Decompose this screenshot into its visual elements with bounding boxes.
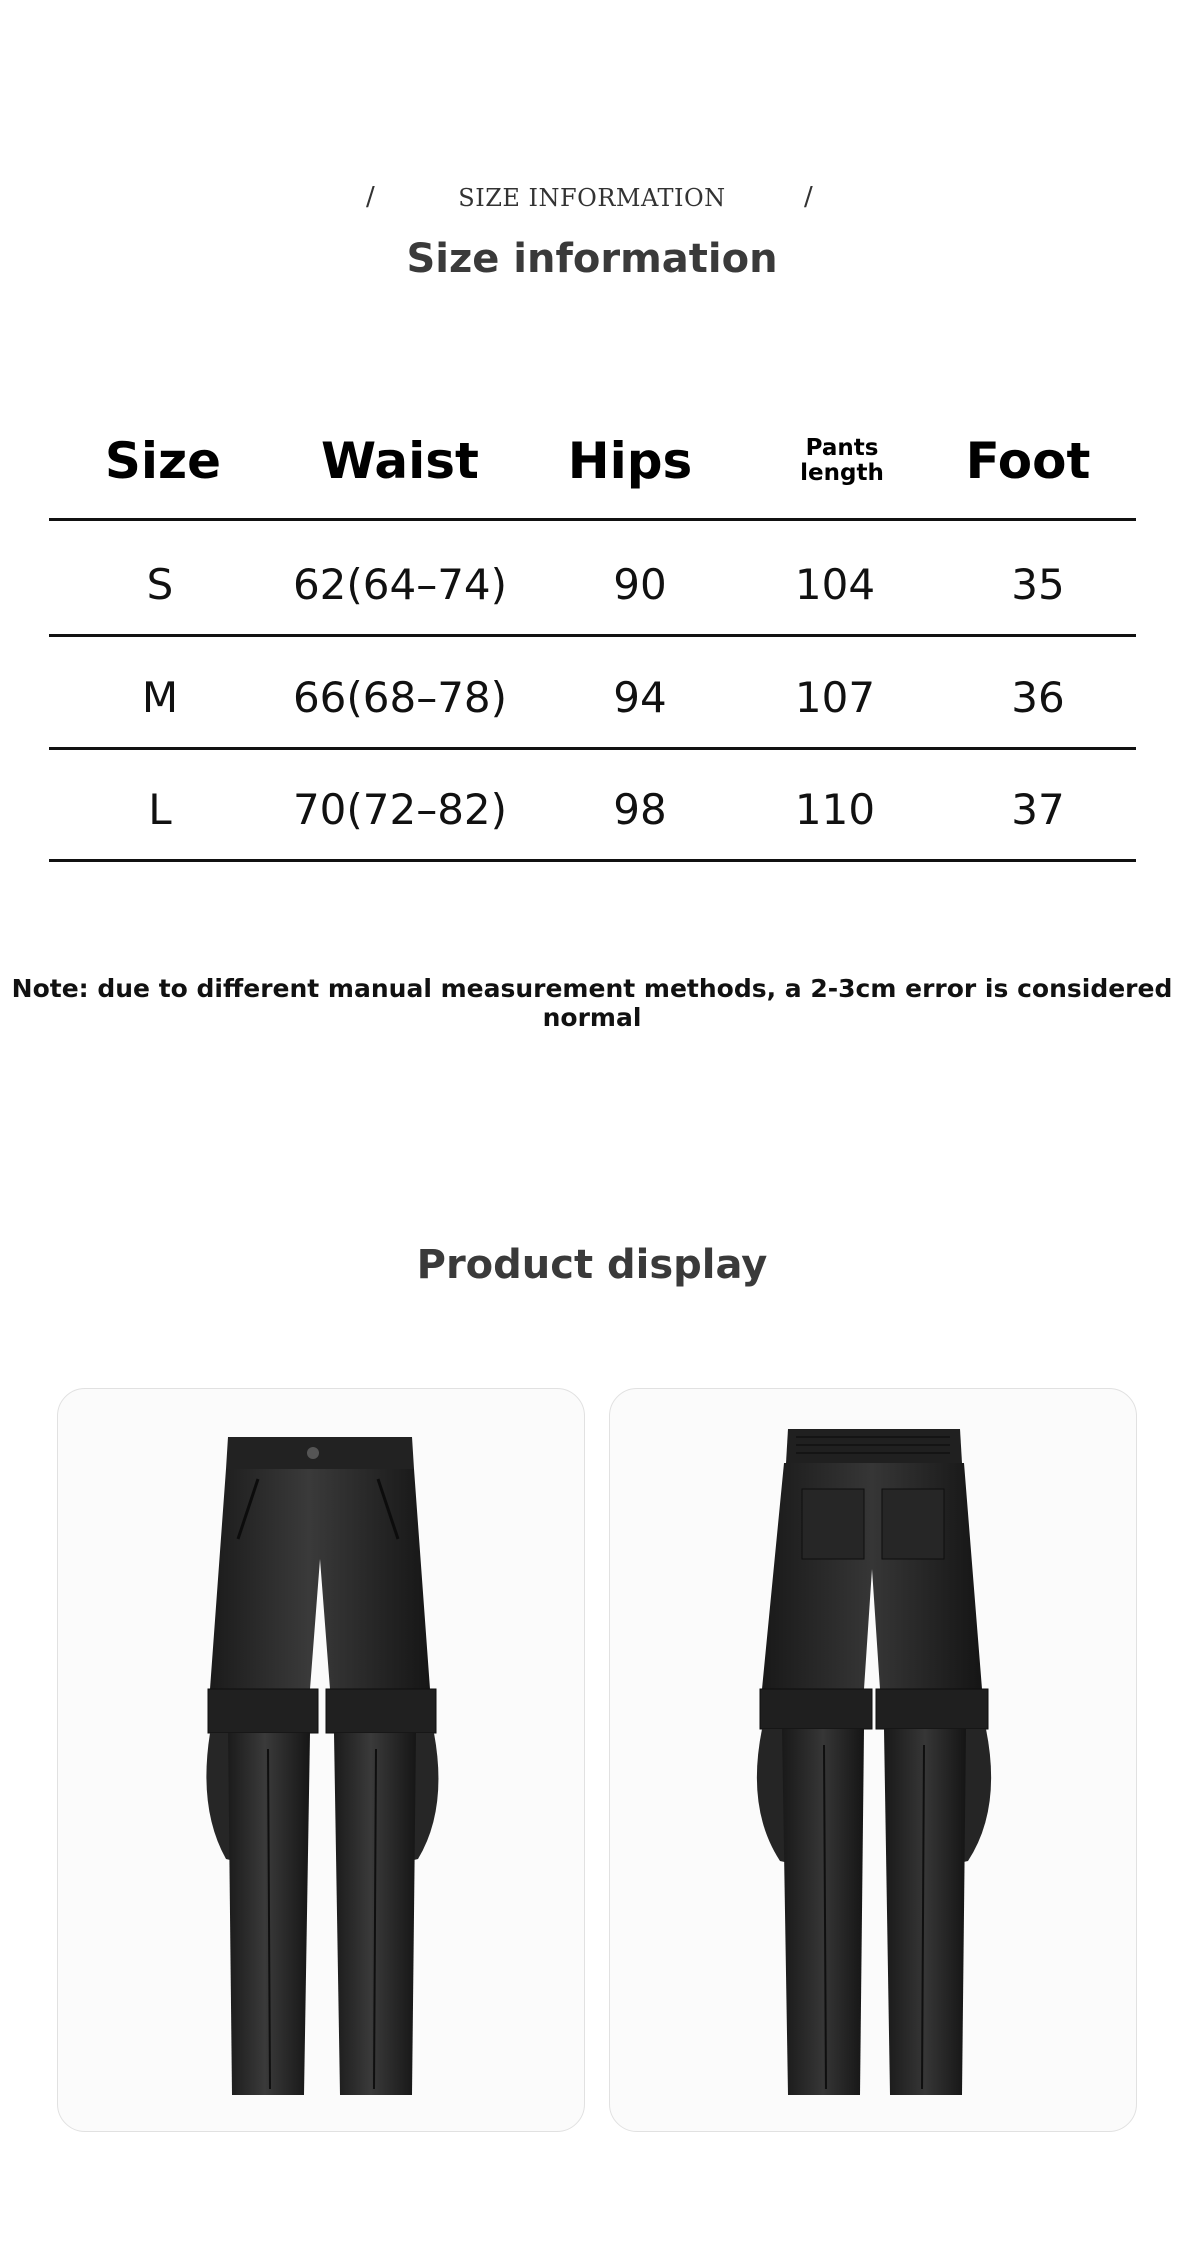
cell-foot: 36 bbox=[1011, 673, 1065, 722]
pants-back-illustration bbox=[610, 1389, 1137, 2132]
product-image-back bbox=[609, 1388, 1137, 2132]
cell-size: M bbox=[141, 673, 179, 722]
header-pants-length-line1: Pants bbox=[805, 435, 879, 461]
section-kicker: SIZE INFORMATION bbox=[458, 184, 726, 212]
cell-waist: 70(72–82) bbox=[292, 785, 508, 834]
cell-pants-length: 107 bbox=[794, 673, 876, 722]
size-section-title: Size information bbox=[406, 236, 778, 282]
cell-hips: 98 bbox=[613, 785, 667, 834]
table-rule bbox=[49, 859, 1136, 862]
cell-hips: 94 bbox=[613, 673, 667, 722]
header-foot: Foot bbox=[965, 432, 1091, 490]
decorative-slash-right: / bbox=[804, 182, 813, 212]
product-display-title: Product display bbox=[416, 1242, 768, 1288]
cell-hips: 90 bbox=[613, 560, 667, 609]
decorative-slash-left: / bbox=[366, 182, 375, 212]
header-waist: Waist bbox=[321, 432, 479, 490]
header-size: Size bbox=[104, 432, 222, 490]
cell-foot: 35 bbox=[1011, 560, 1065, 609]
cell-pants-length: 110 bbox=[794, 785, 876, 834]
product-image-front bbox=[57, 1388, 585, 2132]
cell-size: L bbox=[148, 785, 172, 834]
cell-waist: 62(64–74) bbox=[292, 560, 508, 609]
table-rule bbox=[49, 518, 1136, 521]
header-pants-length bbox=[767, 436, 917, 486]
pants-front-illustration bbox=[58, 1389, 585, 2132]
table-rule bbox=[49, 634, 1136, 637]
cell-waist: 66(68–78) bbox=[292, 673, 508, 722]
cell-size: S bbox=[146, 560, 174, 609]
header-pants-length-line2: length bbox=[800, 460, 884, 486]
cell-pants-length: 104 bbox=[794, 560, 876, 609]
header-hips: Hips bbox=[567, 432, 693, 490]
table-rule bbox=[49, 747, 1136, 750]
cell-foot: 37 bbox=[1011, 785, 1065, 834]
measurement-note: Note: due to different manual measurement methods, a 2-3cm error is considered normal bbox=[11, 974, 1173, 1032]
